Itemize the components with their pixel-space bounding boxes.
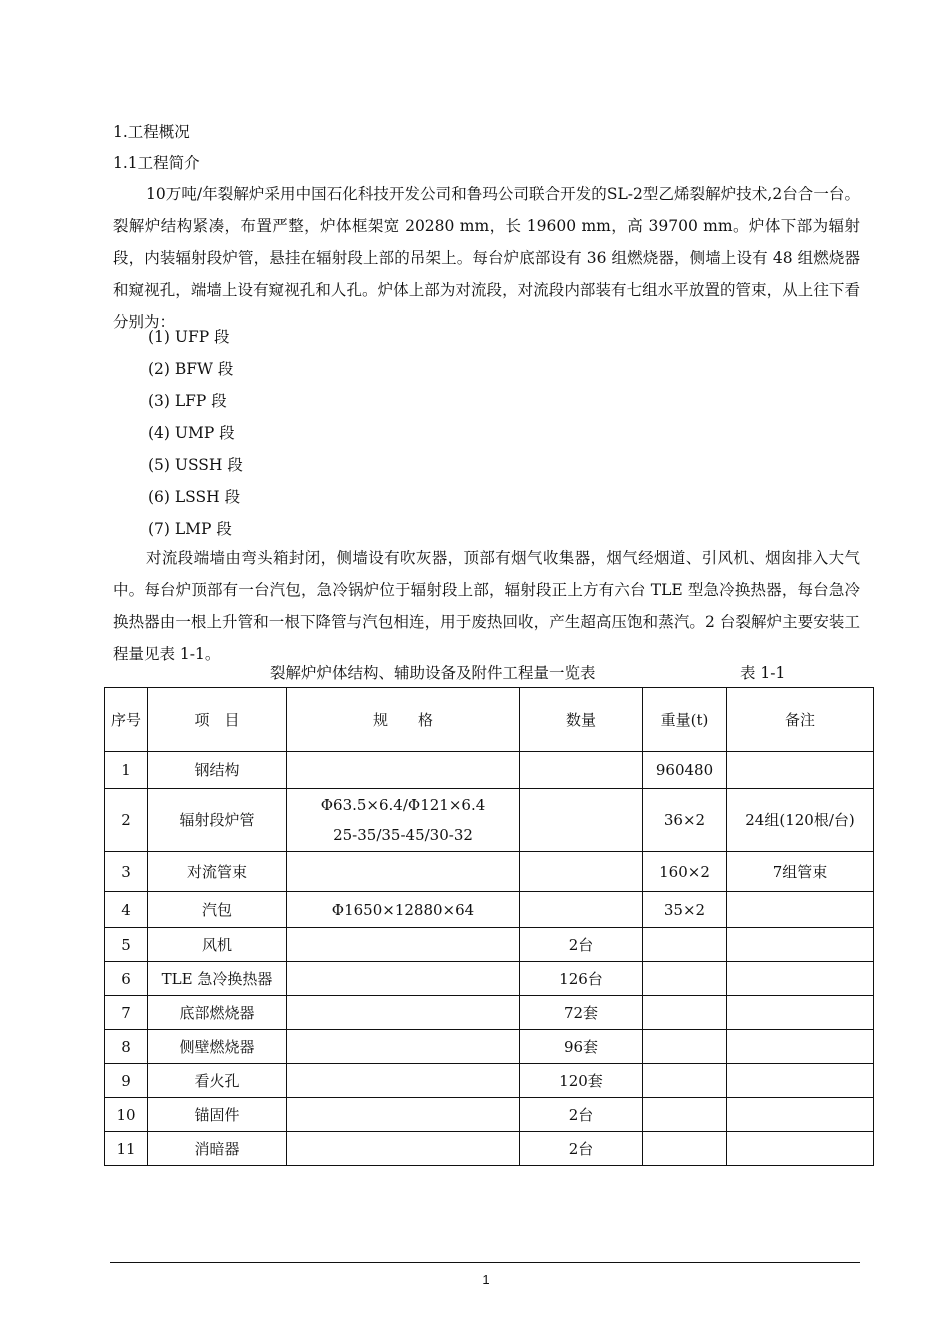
- cell-spec: [287, 1132, 520, 1166]
- cell-weight: [643, 1132, 727, 1166]
- cell-spec: [287, 1098, 520, 1132]
- header-qty: 数量: [520, 688, 643, 752]
- header-seq: 序号: [105, 688, 148, 752]
- cell-spec-line: Φ63.5×6.4/Φ121×6.4: [320, 796, 486, 814]
- cell-spec: [287, 1064, 520, 1098]
- cell-note: [727, 892, 874, 928]
- cell-item: TLE 急冷换热器: [148, 962, 287, 996]
- section-list-item: (3) LFP 段: [148, 392, 227, 410]
- cell-item: 消暗器: [148, 1132, 287, 1166]
- section-list-item: (6) LSSH 段: [148, 488, 241, 506]
- header-spec: 规 格: [287, 688, 520, 752]
- cell-qty: 2台: [520, 1132, 643, 1166]
- table-row: [105, 1098, 874, 1132]
- cell-weight: [643, 1098, 727, 1132]
- table-number: 表 1-1: [740, 664, 786, 682]
- section-list-item: (1) UFP 段: [148, 328, 230, 346]
- cell-seq: 8: [105, 1030, 148, 1064]
- cell-item: 辐射段炉管: [148, 789, 287, 852]
- table-row: [105, 1030, 874, 1064]
- cell-seq: 10: [105, 1098, 148, 1132]
- cell-item: 钢结构: [148, 752, 287, 789]
- cell-spec: [287, 962, 520, 996]
- table-row: [105, 892, 874, 928]
- cell-item: 侧壁燃烧器: [148, 1030, 287, 1064]
- section-list-item: (4) UMP 段: [148, 424, 235, 442]
- cell-seq: 3: [105, 852, 148, 892]
- table-row: [105, 962, 874, 996]
- cell-qty: [520, 852, 643, 892]
- section-list-item: (7) LMP 段: [148, 520, 232, 538]
- cell-note: 24组(120根/台): [727, 789, 874, 852]
- cell-weight: [643, 928, 727, 962]
- cell-weight: [643, 1064, 727, 1098]
- cell-spec: [287, 789, 520, 852]
- cell-seq: 6: [105, 962, 148, 996]
- cell-seq: 9: [105, 1064, 148, 1098]
- cell-note: [727, 1064, 874, 1098]
- cell-seq: 4: [105, 892, 148, 928]
- cell-spec: Φ1650×12880×64: [287, 892, 520, 928]
- cell-seq: 2: [105, 789, 148, 852]
- table-caption: 裂解炉炉体结构、辅助设备及附件工程量一览表: [270, 664, 596, 682]
- section-list-item: (2) BFW 段: [148, 360, 234, 378]
- cell-seq: 5: [105, 928, 148, 962]
- cell-item: 对流管束: [148, 852, 287, 892]
- cell-seq: 1: [105, 752, 148, 789]
- footer-divider: [110, 1262, 860, 1263]
- cell-weight: 36×2: [643, 789, 727, 852]
- cell-seq: 11: [105, 1132, 148, 1166]
- cell-weight: 960480: [643, 752, 727, 789]
- cell-item: 汽包: [148, 892, 287, 928]
- cell-spec-line: 25-35/35-45/30-32: [333, 826, 473, 844]
- cell-qty: 126台: [520, 962, 643, 996]
- table-row: [105, 1132, 874, 1166]
- cell-item: 看火孔: [148, 1064, 287, 1098]
- table-row: [105, 1064, 874, 1098]
- header-weight: 重量(t): [643, 688, 727, 752]
- cell-weight: 160×2: [643, 852, 727, 892]
- header-item: 项 目: [148, 688, 287, 752]
- header-note: 备注: [727, 688, 874, 752]
- convection-paragraph: 对流段端墙由弯头箱封闭，侧墙设有吹灰器，顶部有烟气收集器，烟气经烟道、引风机、烟囱排入大气中。每台炉顶部有一台汽包，急冷锅炉位于辐射段上部，辐射段正上方有六台 TLE 型急冷换热器，每台急冷换热器由一根上升管和一根下降管与汽包相连，用于废热回收，产生超高压饱和蒸汽。2 台裂解炉主要安装工程量见表 1-1。: [113, 549, 860, 663]
- cell-spec: [287, 996, 520, 1030]
- section-heading: 1.工程概况: [113, 123, 190, 141]
- table-row: [105, 752, 874, 789]
- cell-item: 底部燃烧器: [148, 996, 287, 1030]
- cell-qty: [520, 892, 643, 928]
- cell-spec: [287, 928, 520, 962]
- cell-item: 风机: [148, 928, 287, 962]
- cell-qty: 2台: [520, 928, 643, 962]
- intro-paragraph: 10万吨/年裂解炉采用中国石化科技开发公司和鲁玛公司联合开发的SL-2型乙烯裂解炉技术,2台合一台。裂解炉结构紧凑，布置严整，炉体框架宽 20280 mm，长 19600 mm，高 39700 mm。炉体下部为辐射段，内装辐射段炉管，悬挂在辐射段上部的吊架上。每台炉底部设有 36 组燃烧器，侧墙上设有 48 组燃烧器和窥视孔，端墙上设有窥视孔和人孔。炉体上部为对流段，对流段内部装有七组水平放置的管束，从上往下看分别为：: [113, 185, 860, 331]
- table-header-row: [105, 688, 874, 752]
- table-row: [105, 928, 874, 962]
- cell-qty: [520, 752, 643, 789]
- table-row: [105, 852, 874, 892]
- cell-spec: [287, 1030, 520, 1064]
- cell-note: [727, 752, 874, 789]
- cell-note: [727, 996, 874, 1030]
- cell-seq: 7: [105, 996, 148, 1030]
- page-number: 1: [482, 1272, 490, 1287]
- table-row: [105, 789, 874, 852]
- cell-spec: [287, 752, 520, 789]
- cell-weight: [643, 1030, 727, 1064]
- cell-note: [727, 928, 874, 962]
- cell-weight: [643, 996, 727, 1030]
- cell-note: [727, 1030, 874, 1064]
- table-row: [105, 996, 874, 1030]
- cell-qty: 96套: [520, 1030, 643, 1064]
- quantity-table: [104, 687, 874, 1166]
- cell-note: [727, 1132, 874, 1166]
- cell-note: 7组管束: [727, 852, 874, 892]
- cell-qty: 2台: [520, 1098, 643, 1132]
- subsection-heading: 1.1工程简介: [113, 154, 200, 172]
- cell-qty: [520, 789, 643, 852]
- cell-qty: 72套: [520, 996, 643, 1030]
- cell-weight: 35×2: [643, 892, 727, 928]
- cell-qty: 120套: [520, 1064, 643, 1098]
- cell-note: [727, 962, 874, 996]
- cell-item: 锚固件: [148, 1098, 287, 1132]
- cell-weight: [643, 962, 727, 996]
- cell-spec: [287, 852, 520, 892]
- cell-note: [727, 1098, 874, 1132]
- section-list-item: (5) USSH 段: [148, 456, 243, 474]
